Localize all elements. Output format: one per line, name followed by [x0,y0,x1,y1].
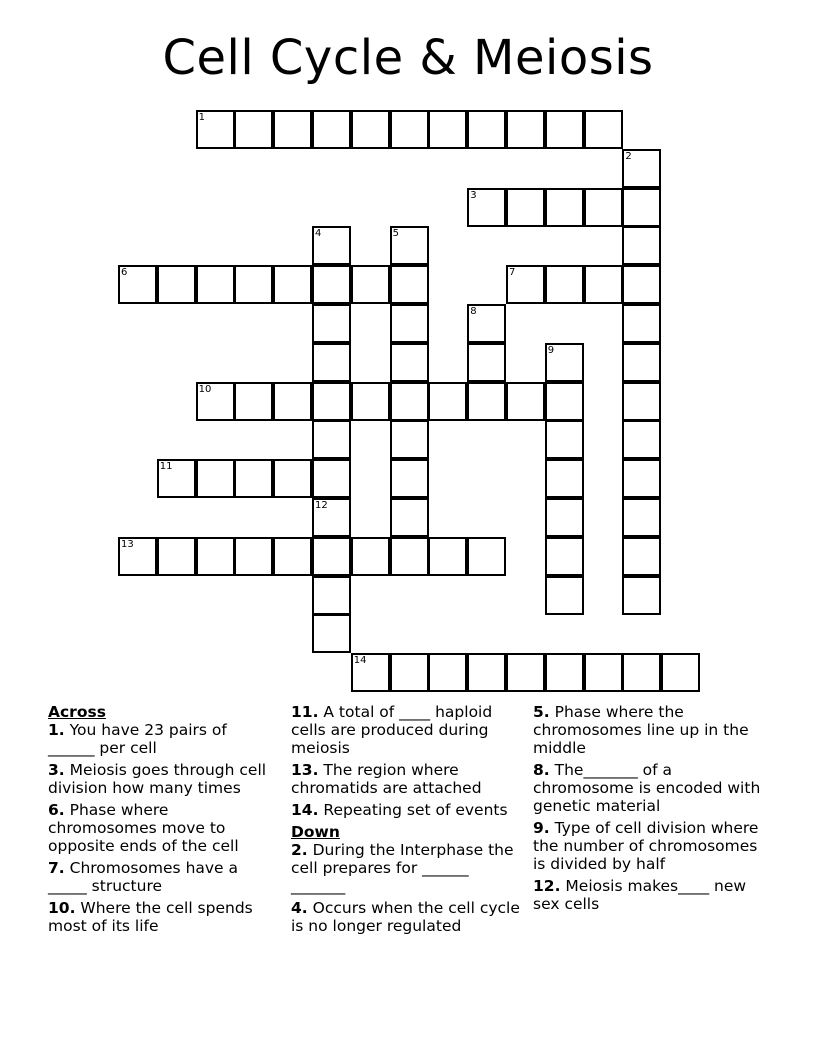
grid-cell[interactable] [273,459,312,498]
clues-column-1 [48,703,276,939]
grid-cell[interactable] [351,110,390,149]
clue-across-1: 1. You have 23 pairs of ______ per cell [48,721,227,757]
grid-cell[interactable] [390,304,429,343]
cell-number: 7 [509,267,516,279]
grid-cell[interactable] [622,226,661,265]
grid-cell[interactable] [622,498,661,537]
grid-cell[interactable] [545,265,584,304]
grid-cell[interactable] [467,110,506,149]
grid-cell[interactable] [234,382,273,421]
grid-cell[interactable] [312,226,351,265]
grid-cell[interactable] [312,420,351,459]
grid-cell[interactable] [467,653,506,692]
grid-cell[interactable] [157,459,196,498]
grid-cell[interactable] [545,382,584,421]
grid-cell[interactable] [545,459,584,498]
cell-number: 5 [392,228,399,240]
grid-cell[interactable] [390,382,429,421]
grid-cell[interactable] [506,653,545,692]
clue-down-2: 2. During the Interphase the cell prepares for ______ _______ [291,841,514,895]
grid-cell[interactable] [312,537,351,576]
grid-cell[interactable] [196,265,235,304]
grid-cell[interactable] [584,188,623,227]
clue-down-8: 8. The_______ of a chromosome is encoded with genetic material [533,761,761,815]
grid-cell[interactable] [545,343,584,382]
grid-cell[interactable] [622,459,661,498]
grid-cell[interactable] [622,576,661,615]
grid-cell[interactable] [234,459,273,498]
grid-cell[interactable] [428,382,467,421]
clue-across-10: 10. Where the cell spends most of its life [48,899,253,935]
grid-cell[interactable] [428,653,467,692]
clue-down-12: 12. Meiosis makes____ new sex cells [533,877,747,913]
grid-cell[interactable] [622,382,661,421]
grid-cell[interactable] [622,420,661,459]
cell-number: 1 [198,112,205,123]
cell-number: 9 [547,344,555,356]
grid-cell[interactable] [467,343,506,382]
grid-cell[interactable] [312,265,351,304]
grid-cell[interactable] [506,382,545,421]
grid-cell[interactable] [157,265,196,304]
clue-across-6: 6. Phase where chromosomes move to opposite ends of the cell [48,801,239,855]
grid-cell[interactable] [467,188,506,227]
grid-cell[interactable] [622,265,661,304]
grid-cell[interactable] [506,188,545,227]
cell-number: 13 [121,538,134,550]
clue-across-7: 7. Chromosomes have a _____ structure [48,859,239,895]
clues-column-2 [291,703,523,939]
grid-cell[interactable] [351,653,390,692]
grid-cell[interactable] [312,382,351,421]
grid-cell[interactable] [390,498,429,537]
clue-across-3: 3. Meiosis goes through cell division how many times [48,761,267,797]
grid-cell[interactable] [506,265,545,304]
grid-cell[interactable] [312,304,351,343]
grid-cell[interactable] [312,110,351,149]
grid-cell[interactable] [622,188,661,227]
grid-cell[interactable] [312,343,351,382]
grid-cell[interactable] [312,576,351,615]
grid-cell[interactable] [622,149,661,188]
clue-across-14: 14. Repeating set of events [291,801,508,819]
grid-cell[interactable] [390,459,429,498]
clue-down-5: 5. Phase where the chromosomes line up in the middle [533,703,749,757]
grid-cell[interactable] [118,537,157,576]
grid-cell[interactable] [545,420,584,459]
page-title: Cell Cycle & Meiosis [162,30,654,86]
cell-number: 12 [315,500,328,511]
grid-cell[interactable] [467,537,506,576]
cell-number: 3 [470,189,477,201]
grid-cell[interactable] [428,110,467,149]
grid-cell[interactable] [622,537,661,576]
grid-cell[interactable] [390,110,429,149]
clue-down-9: 9. Type of cell division where the number of chromosomes is divided by half [533,819,759,873]
grid-cell[interactable] [273,265,312,304]
grid-cell[interactable] [273,537,312,576]
down-heading: Down [291,823,340,841]
cell-number: 6 [121,267,128,279]
clues-column-3 [533,703,768,917]
grid-cell[interactable] [118,265,157,304]
cell-number: 2 [625,150,632,162]
grid-cell[interactable] [622,304,661,343]
grid-cell[interactable] [312,614,351,653]
grid-cell[interactable] [545,537,584,576]
grid-cell[interactable] [390,265,429,304]
grid-cell[interactable] [428,537,467,576]
grid-cell[interactable] [273,110,312,149]
across-heading: Across [48,703,106,721]
grid-cell[interactable] [234,110,273,149]
cell-number: 10 [198,383,212,395]
grid-cell[interactable] [157,537,196,576]
grid-cell[interactable] [622,653,661,692]
grid-cell[interactable] [584,265,623,304]
grid-cell[interactable] [584,653,623,692]
grid-cell[interactable] [390,226,429,265]
clue-down-4: 4. Occurs when the cell cycle is no longer regulated [291,899,520,935]
grid-cell[interactable] [506,110,545,149]
grid-cell[interactable] [390,343,429,382]
grid-cell[interactable] [312,459,351,498]
grid-cell[interactable] [390,537,429,576]
cell-number: 14 [353,655,367,667]
grid-cell[interactable] [273,382,312,421]
clue-across-13: 13. The region where chromatids are attached [291,761,482,797]
grid-cell[interactable] [351,265,390,304]
grid-cell[interactable] [196,110,235,149]
grid-cell[interactable] [196,537,235,576]
grid-cell[interactable] [351,382,390,421]
grid-cell[interactable] [545,498,584,537]
grid-cell[interactable] [196,382,235,421]
grid-cell[interactable] [351,537,390,576]
grid-cell[interactable] [312,498,351,537]
grid-cell[interactable] [234,265,273,304]
cell-number: 8 [470,306,477,317]
grid-cell[interactable] [545,110,584,149]
grid-cell[interactable] [545,576,584,615]
grid-cell[interactable] [467,382,506,421]
grid-cell[interactable] [234,537,273,576]
cell-number: 11 [159,461,173,473]
grid-cell[interactable] [584,110,623,149]
grid-cell[interactable] [545,188,584,227]
grid-cell[interactable] [390,420,429,459]
grid-cell[interactable] [390,653,429,692]
grid-cell[interactable] [545,653,584,692]
grid-cell[interactable] [467,304,506,343]
grid-cell[interactable] [196,459,235,498]
clue-across-11: 11. A total of ____ haploid cells are produced during meiosis [291,703,493,757]
grid-cell[interactable] [661,653,700,692]
grid-cell[interactable] [622,343,661,382]
cell-number: 4 [315,228,322,240]
